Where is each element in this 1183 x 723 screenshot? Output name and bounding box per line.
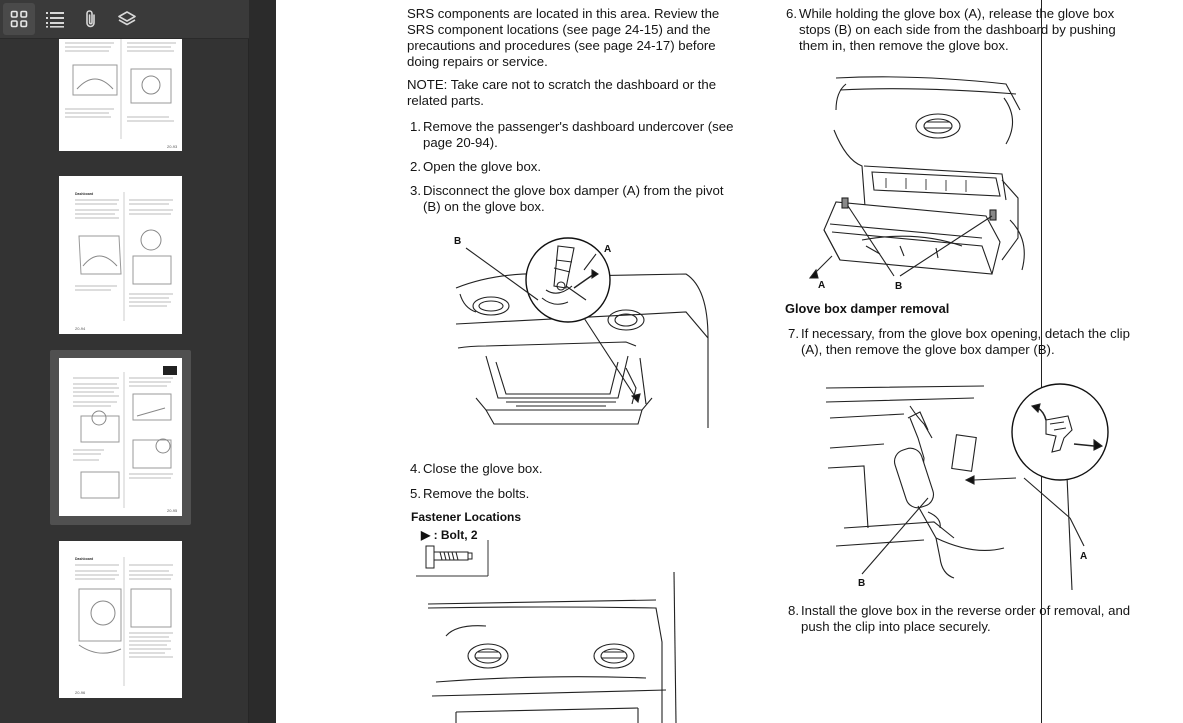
sidebar-splitter[interactable] — [249, 0, 276, 723]
thumbnail-page-label: 20-94 — [75, 326, 86, 331]
step-2: 2. Open the glove box. — [410, 159, 542, 174]
bolt-icon — [426, 546, 472, 568]
page-thumbnail[interactable] — [59, 176, 182, 334]
dashboard-fastener-figure — [426, 572, 716, 723]
layers-view-button[interactable] — [111, 3, 143, 35]
figure-caption-damper-removal: Glove box damper removal — [785, 301, 950, 316]
glove-box-removal-figure — [806, 70, 1036, 295]
figure1-label-b: B — [454, 236, 462, 247]
document-page — [276, 0, 1183, 723]
thumbnail-sidebar — [0, 0, 249, 723]
step-8: 8. Install the glove box in the reverse order of removal, and push the clip into place securely. — [788, 603, 1131, 634]
intro-paragraph: SRS components are located in this area. Review the SRS component locations (see page 24-15) and the precautions and procedures (see page 24-17) before doing repairs or service. — [407, 6, 720, 69]
svg-text:Dashboard: Dashboard — [75, 557, 94, 561]
fastener-locations-title: Fastener Locations — [411, 510, 522, 524]
step-4: 4. Close the glove box. — [410, 461, 543, 476]
thumbnail-page-label: 20-95 — [167, 508, 178, 513]
damper-clip-figure — [824, 378, 1114, 590]
note-paragraph: NOTE: Take care not to scratch the dashboard or the related parts. — [407, 77, 717, 108]
thumbnail-page-label: 20-96 — [75, 690, 86, 695]
thumbnail-list[interactable] — [0, 39, 249, 723]
grid-icon — [10, 10, 28, 28]
figure2-label-b: B — [895, 281, 903, 292]
outline-view-button[interactable] — [39, 3, 71, 35]
attachments-view-button[interactable] — [75, 3, 107, 35]
figure3-label-b: B — [858, 578, 866, 589]
step-3: 3. Disconnect the glove box damper (A) from the pivot (B) on the glove box. — [410, 183, 724, 214]
step-5: 5. Remove the bolts. — [410, 486, 530, 501]
thumbnails-view-button[interactable] — [3, 3, 35, 35]
page-thumbnail-current[interactable] — [59, 358, 182, 516]
figure3-label-a: A — [1080, 551, 1088, 562]
svg-text:Dashboard: Dashboard — [75, 192, 94, 196]
page-thumbnail[interactable] — [59, 541, 182, 698]
fastener-bolt-legend: ▶ : Bolt, 2 — [421, 528, 478, 542]
thumbnail-page-label: 20-93 — [167, 144, 178, 149]
figure2-label-a: A — [818, 280, 826, 291]
list-icon — [45, 10, 65, 28]
glove-box-damper-figure — [446, 228, 716, 443]
paperclip-icon — [83, 9, 99, 29]
figure1-label-a: A — [604, 244, 612, 255]
step-7: 7. If necessary, from the glove box opening, detach the clip (A), then remove the glove box damper (B). — [788, 326, 1130, 357]
sidebar-toolbar — [0, 0, 249, 39]
layers-icon — [117, 10, 137, 28]
step-6: 6. While holding the glove box (A), release the glove box stops (B) on each side from the dashboard by pushing them in, then remove the glove box. — [786, 6, 1116, 53]
page-thumbnail[interactable] — [59, 39, 182, 151]
step-1: 1. Remove the passenger's dashboard undercover (see page 20-94). — [410, 119, 734, 150]
